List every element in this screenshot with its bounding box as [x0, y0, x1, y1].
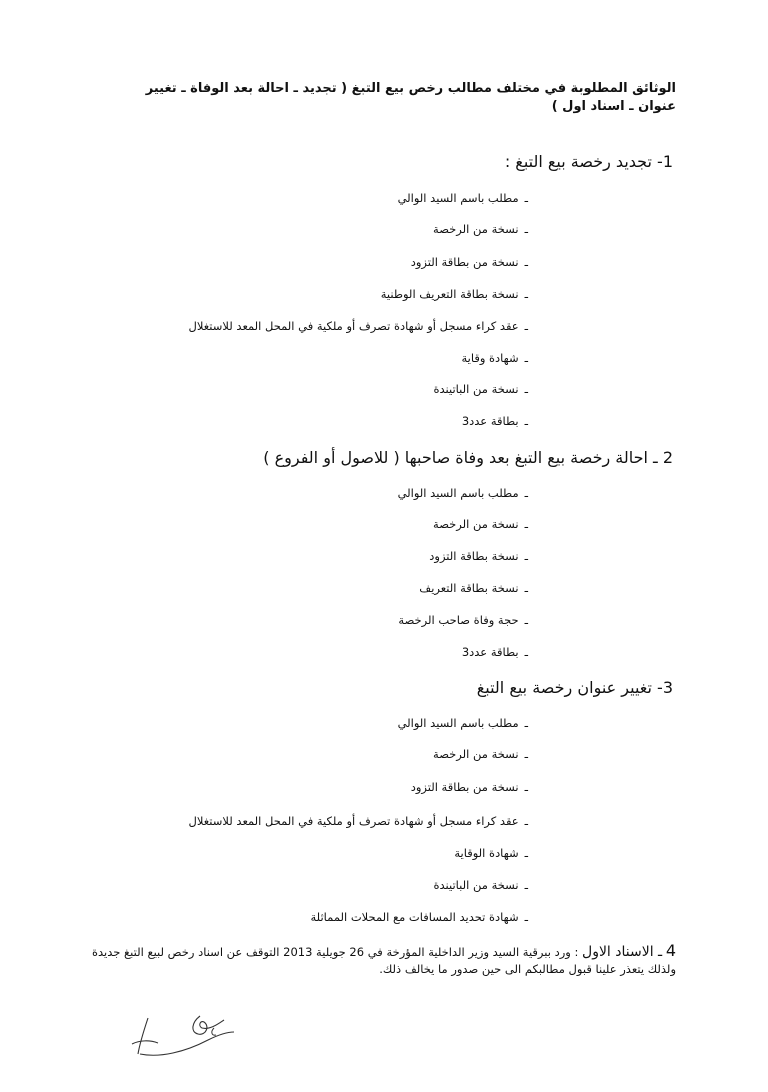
section-2-item — [429, 548, 528, 564]
section-2-item — [419, 580, 528, 596]
list-dash: ـ — [524, 780, 528, 794]
item-text: عقد كراء مسجل أو شهادة تصرف أو ملكية في المحل المعد للاستغلال — [188, 319, 519, 333]
section-1-item — [189, 318, 528, 334]
section-2-item — [462, 644, 528, 660]
item-text: حجة وفاة صاحب الرخصة — [398, 613, 519, 627]
first-assignment-note — [86, 942, 676, 978]
document-title: الوثائق المطلوبة في مختلف مطالب رخص بيع التبغ ( تجديد ـ احالة بعد الوفاة ـ تغيير عنوان ـ اسناد اول ) — [145, 81, 676, 114]
item-text: شهادة الوقاية — [454, 846, 519, 860]
list-dash: ـ — [524, 878, 528, 892]
section-2-item — [398, 485, 528, 501]
list-dash: ـ — [524, 414, 528, 428]
list-dash: ـ — [524, 613, 528, 627]
item-text: نسخة من بطاقة التزود — [410, 255, 519, 269]
item-text: نسخة بطاقة التعريف الوطنية — [380, 287, 519, 301]
list-dash: ـ — [524, 255, 528, 269]
item-text: نسخة من الباتيندة — [433, 382, 519, 396]
item-text: نسخة من الرخصة — [433, 222, 519, 236]
list-dash: ـ — [524, 486, 528, 500]
section-3-item — [411, 779, 528, 795]
list-dash: ـ — [524, 846, 528, 860]
list-dash: ـ — [524, 351, 528, 365]
list-dash: ـ — [524, 287, 528, 301]
item-text: نسخة من الرخصة — [433, 747, 519, 761]
section-1-item — [433, 381, 528, 397]
section-1-item — [411, 254, 528, 270]
note-text: : ورد ببرقية السيد وزير الداخلية المؤرخة في 26 جويلية 2013 التوقف عن اسناد رخص لبيع التبغ جديدة ولذلك يتعذر علينا قبول مطالبكم الى حين صدور ما يخالف ذلك. — [91, 945, 676, 976]
section-2-item — [433, 516, 528, 532]
note-number: 4 — [665, 941, 676, 960]
list-dash: ـ — [524, 910, 528, 924]
list-dash: ـ — [524, 747, 528, 761]
section-3-item — [311, 909, 529, 925]
section-3-item — [433, 746, 528, 762]
item-text: شهادة وقاية — [461, 351, 519, 365]
item-text: مطلب باسم السيد الوالي — [397, 191, 519, 205]
section-2-item — [398, 612, 528, 628]
section-1-item — [462, 413, 528, 429]
item-text: شهادة تحديد المسافات مع المحلات المماثلة — [310, 910, 519, 924]
section-1-heading: 1- تجديد رخصة بيع التبغ : — [504, 152, 673, 171]
section-3-heading: 3- تغيير عنوان رخصة بيع التبغ — [476, 678, 673, 697]
item-text: نسخة بطاقة التزود — [429, 549, 519, 563]
signature-icon — [130, 1010, 240, 1065]
list-dash: ـ — [524, 319, 528, 333]
list-dash: ـ — [524, 517, 528, 531]
section-1-item — [433, 221, 528, 237]
list-dash: ـ — [524, 222, 528, 236]
list-dash: ـ — [524, 645, 528, 659]
list-dash: ـ — [524, 581, 528, 595]
item-text: نسخة من بطاقة التزود — [410, 780, 519, 794]
list-dash: ـ — [524, 716, 528, 730]
list-dash: ـ — [524, 382, 528, 396]
item-text: مطلب باسم السيد الوالي — [397, 486, 519, 500]
list-dash: ـ — [524, 191, 528, 205]
list-dash: ـ — [524, 549, 528, 563]
item-text: عقد كراء مسجل أو شهادة تصرف أو ملكية في المحل المعد للاستغلال — [188, 814, 519, 828]
item-text: نسخة من الرخصة — [433, 517, 519, 531]
list-dash: ـ — [524, 814, 528, 828]
section-3-item — [189, 813, 528, 829]
item-text: نسخة بطاقة التعريف — [419, 581, 519, 595]
section-2-heading: 2 ـ احالة رخصة بيع التبغ بعد وفاة صاحبها ( للاصول أو الفروع ) — [263, 448, 673, 467]
item-text: مطلب باسم السيد الوالي — [397, 716, 519, 730]
section-1-item — [381, 286, 528, 302]
section-3-item — [398, 715, 528, 731]
section-3-item — [433, 877, 528, 893]
item-text: نسخة من الباتيندة — [433, 878, 519, 892]
item-text: بطاقة عدد3 — [461, 645, 519, 659]
section-1-item — [398, 190, 528, 206]
item-text: بطاقة عدد3 — [461, 414, 519, 428]
note-lead: ـ الاسناد الاول — [582, 944, 663, 960]
section-3-item — [454, 845, 528, 861]
section-1-item — [461, 350, 528, 366]
